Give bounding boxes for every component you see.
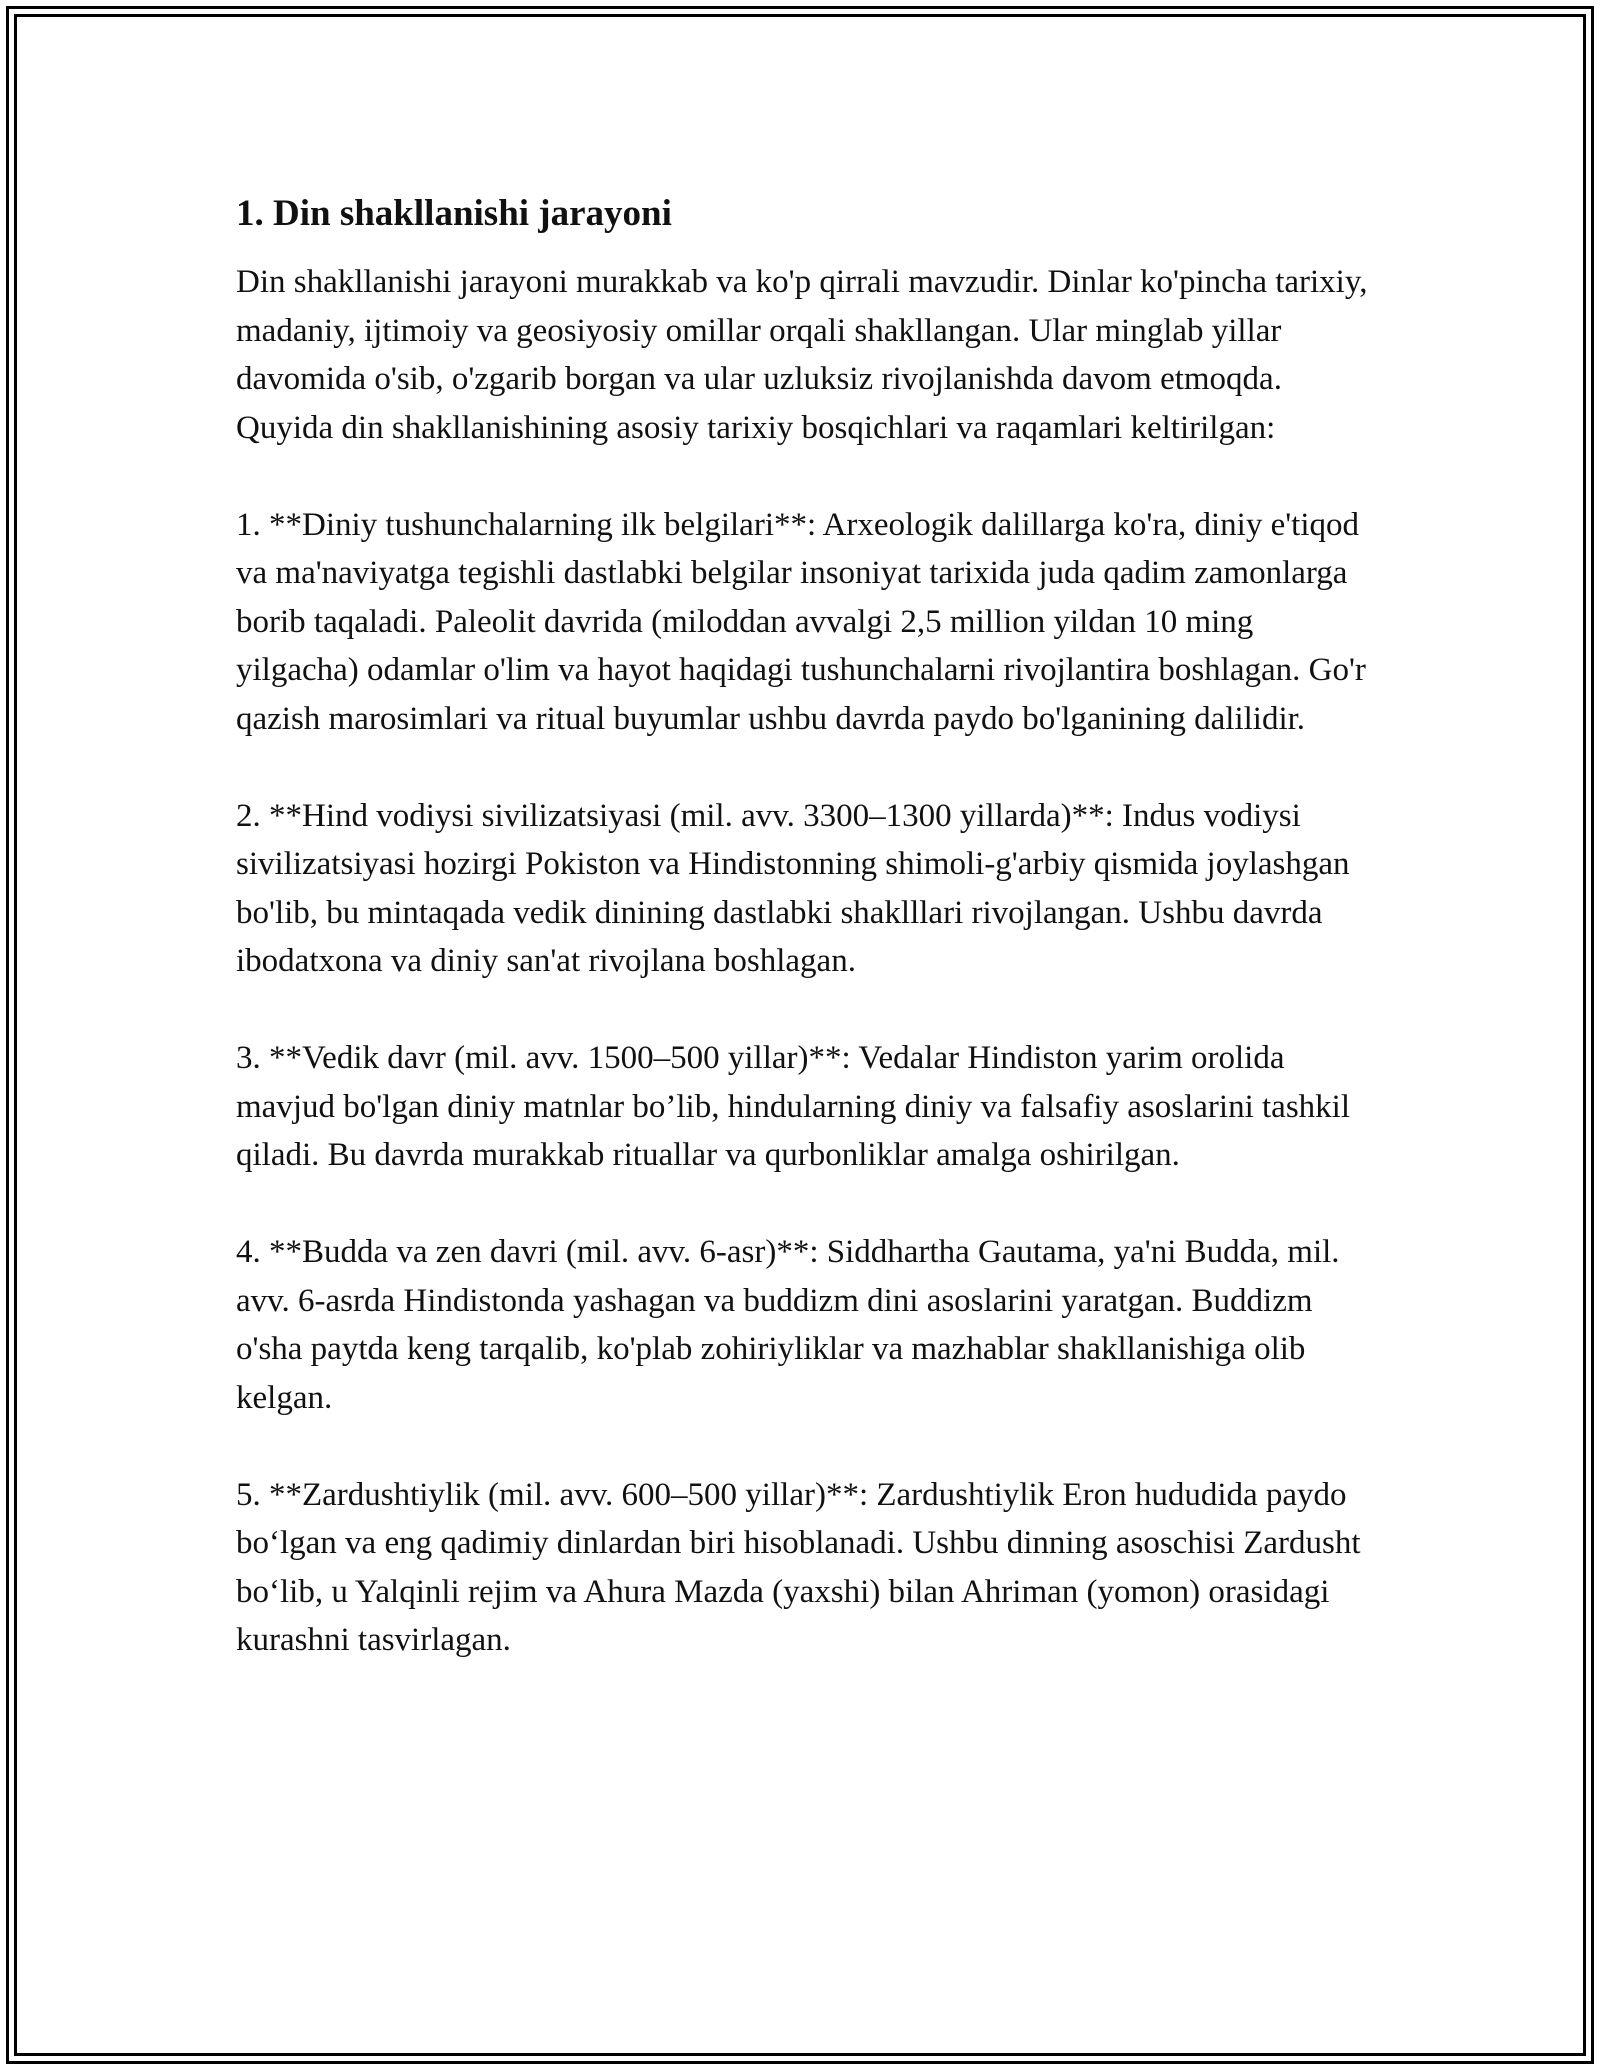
intro-paragraph: Din shakllanishi jarayoni murakkab va ko'p qirrali mavzudir. Dinlar ko'pincha tarixiy, madaniy, ijtimoiy va geosiyosiy omillar orqali shakllangan. Ular minglab yillar davomida o'sib, o'zgarib borgan va ular uzluksiz rivojlanishda davom etmoqda. Quyida din shakllanishining asosiy tarixiy bosqichlari va raqamlari keltirilgan: — [236, 264, 1368, 446]
list-item-3: 3. **Vedik davr (mil. avv. 1500–500 yillar)**: Vedalar Hindiston yarim orolida mavjud bo'lgan diniy matnlar bo’lib, hindularning diniy va falsafiy asoslarini tashkil qiladi. Bu davrda murakkab rituallar va qurbonliklar amalga oshirilgan. — [236, 1040, 1350, 1173]
list-item-1: 1. **Diniy tushunchalarning ilk belgilari**: Arxeologik dalillarga ko'ra, diniy e'tiqod va ma'naviyatga tegishli dastlabki belgilar insoniyat tarixida juda qadim zamonlarga borib taqaladi. Paleolit davrida (miloddan avvalgi 2,5 million yildan 10 ming yilgacha) odamlar o'lim va hayot haqidagi tushunchalarni rivojlantira boshlagan. Go'r qazish marosimlari va ritual buyumlar ushbu davrda paydo bo'lganining dalilidir. — [236, 506, 1366, 737]
list-item-4: 4. **Budda va zen davri (mil. avv. 6-asr)**: Siddhartha Gautama, ya'ni Budda, mil. avv. 6-asrda Hindistonda yashagan va buddizm dini asoslarini yaratgan. Buddizm o'sha paytda keng tarqalib, ko'plab zohiriyliklar va mazhablar shakllanishiga olib kelgan. — [236, 1234, 1340, 1416]
list-item-2: 2. **Hind vodiysi sivilizatsiyasi (mil. avv. 3300–1300 yillarda)**: Indus vodiysi sivilizatsiyasi hozirgi Pokiston va Hindistonning shimoli-g'arbiy qismida joylashgan bo'lib, bu mintaqada vedik dinining dastlabki shaklllari rivojlangan. Ushbu davrda ibodatxona va diniy san'at rivojlana boshlagan. — [236, 797, 1350, 979]
document-body — [236, 186, 1376, 1665]
list-item-5: 5. **Zardushtiylik (mil. avv. 600–500 yillar)**: Zardushtiylik Eron hududida paydo boʻlgan va eng qadimiy dinlardan biri hisoblanadi. Ushbu dinning asoschisi Zardusht boʻlib, u Yalqinli rejim va Ahura Mazda (yaxshi) bilan Ahriman (yomon) orasidagi kurashni tasvirlagan. — [236, 1476, 1361, 1658]
section-heading: 1. Din shakllanishi jarayoni — [236, 193, 672, 234]
